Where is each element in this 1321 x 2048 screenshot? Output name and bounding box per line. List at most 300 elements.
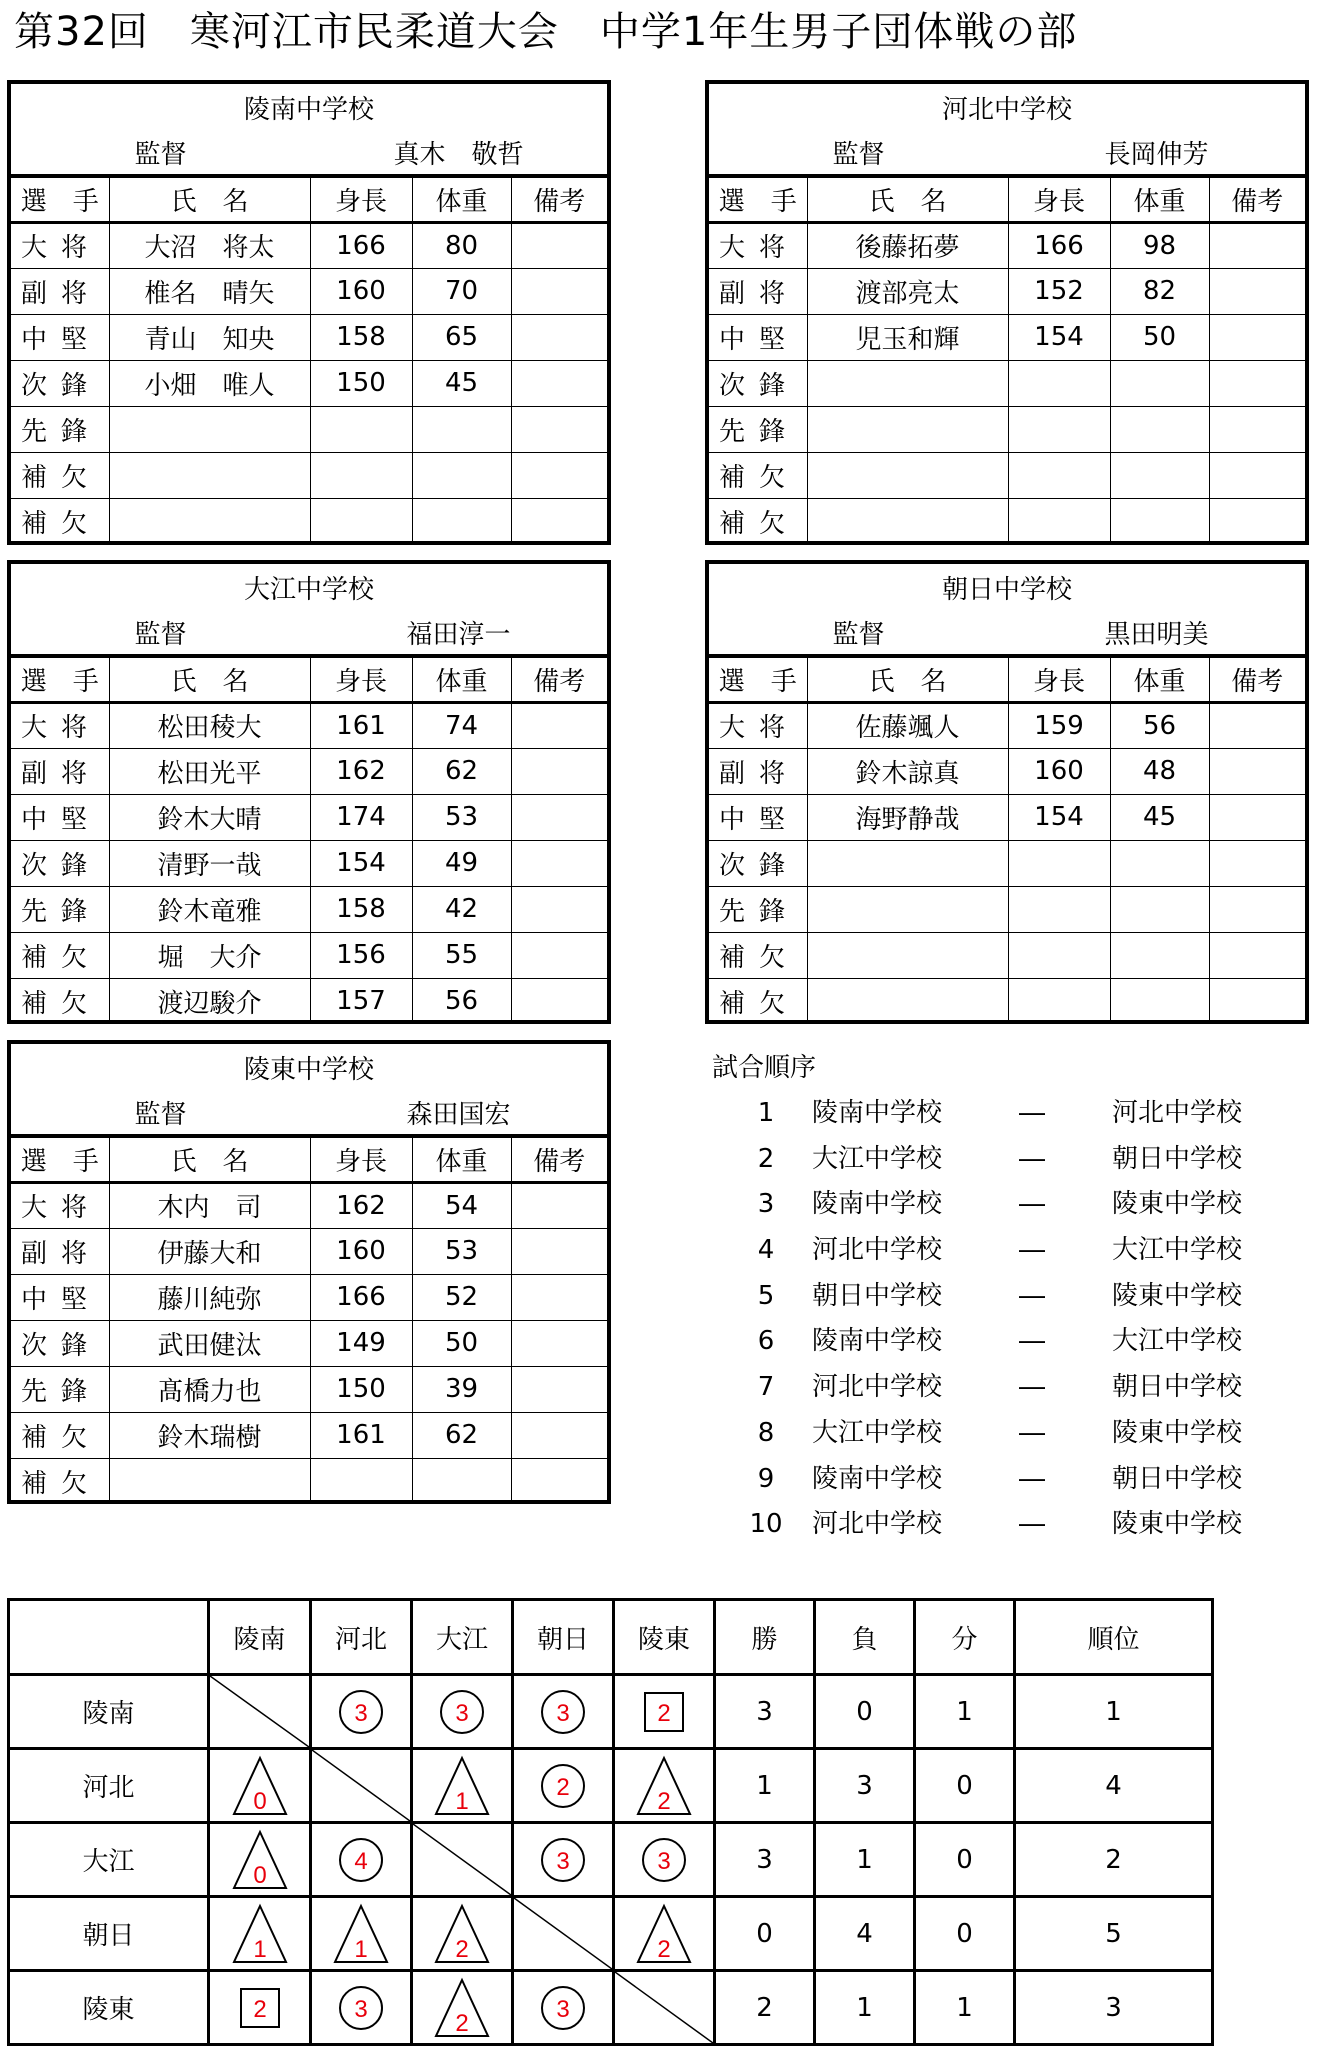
col-header-height: 身長 xyxy=(310,176,412,222)
away-team: 朝日中学校 xyxy=(1112,1372,1243,1403)
col-team-header: 朝日 xyxy=(513,1600,614,1675)
rank-value: 4 xyxy=(1015,1749,1213,1823)
player-height xyxy=(1008,932,1110,978)
away-team: 朝日中学校 xyxy=(1112,1463,1243,1494)
score-value: 1 xyxy=(455,1787,469,1815)
player-name: 伊藤大和 xyxy=(109,1228,310,1274)
dash: ― xyxy=(1019,1509,1045,1540)
table-row xyxy=(709,360,1305,406)
schedule-row xyxy=(712,1137,1272,1183)
player-position: 補欠 xyxy=(709,978,807,1024)
circle-mark-icon xyxy=(329,1976,393,2040)
school-name: 大江中学校 xyxy=(244,574,375,605)
col-header-notes: 備考 xyxy=(1209,176,1305,222)
player-weight: 45 xyxy=(1110,794,1209,840)
score-value: 2 xyxy=(657,1699,671,1727)
result-cell xyxy=(412,1971,513,2045)
player-position: 補欠 xyxy=(11,978,109,1024)
away-team: 朝日中学校 xyxy=(1112,1143,1243,1174)
score-value: 3 xyxy=(556,1847,570,1875)
result-mark xyxy=(329,1902,393,1966)
wins-value: 2 xyxy=(715,1971,815,2045)
player-name: 椎名 晴矢 xyxy=(109,268,310,314)
schedule-row xyxy=(712,1365,1272,1411)
player-name: 松田光平 xyxy=(109,748,310,794)
player-notes xyxy=(1209,932,1305,978)
result-mark xyxy=(531,1680,595,1744)
away-team: 大江中学校 xyxy=(1112,1235,1243,1266)
triangle-mark-icon xyxy=(430,1902,494,1966)
player-notes xyxy=(1209,702,1305,748)
col-header-position: 選 手 xyxy=(11,1136,109,1182)
player-height: 150 xyxy=(310,360,412,406)
circle-mark-icon xyxy=(531,1828,595,1892)
result-mark xyxy=(531,1828,595,1892)
player-notes xyxy=(511,1274,607,1320)
away-team: 陵東中学校 xyxy=(1112,1280,1243,1311)
losses-value: 0 xyxy=(815,1675,915,1749)
score-value: 4 xyxy=(354,1847,368,1875)
coach-label: 監督 xyxy=(709,610,1008,656)
circle-mark-icon xyxy=(329,1828,393,1892)
school-name: 朝日中学校 xyxy=(942,574,1073,605)
home-team: 陵南中学校 xyxy=(812,1326,943,1357)
player-position: 補欠 xyxy=(11,1458,109,1504)
table-row xyxy=(709,886,1305,932)
player-position: 補欠 xyxy=(709,932,807,978)
schedule-row xyxy=(712,1411,1272,1457)
player-position: 先鋒 xyxy=(709,406,807,452)
losses-value: 1 xyxy=(815,1971,915,2045)
player-notes xyxy=(1209,748,1305,794)
self-match-cell xyxy=(513,1897,614,1971)
diagonal-line xyxy=(312,1750,410,1821)
triangle-mark-icon xyxy=(228,1828,292,1892)
losses-value: 4 xyxy=(815,1897,915,1971)
player-weight: 98 xyxy=(1110,222,1209,268)
coach-name: 長岡伸芳 xyxy=(1008,130,1305,176)
player-weight: 82 xyxy=(1110,268,1209,314)
coach-label: 監督 xyxy=(11,1090,310,1136)
player-name xyxy=(807,840,1008,886)
away-team: 大江中学校 xyxy=(1112,1326,1243,1357)
player-notes xyxy=(511,748,607,794)
table-row xyxy=(11,406,607,452)
schedule-row xyxy=(712,1319,1272,1365)
player-height xyxy=(1008,498,1110,544)
player-position: 中堅 xyxy=(11,314,109,360)
player-height xyxy=(310,1458,412,1504)
result-mark xyxy=(228,1754,292,1818)
diagonal-line xyxy=(210,1676,309,1747)
result-cell xyxy=(513,1675,614,1749)
col-header-weight: 体重 xyxy=(1110,656,1209,702)
player-height: 150 xyxy=(310,1366,412,1412)
result-cell xyxy=(614,1749,715,1823)
table-row xyxy=(709,452,1305,498)
player-notes xyxy=(511,1412,607,1458)
score-value: 3 xyxy=(455,1699,469,1727)
table-row xyxy=(11,452,607,498)
coach-name: 森田国宏 xyxy=(310,1090,607,1136)
square-mark-icon xyxy=(632,1680,696,1744)
table-row xyxy=(709,268,1305,314)
player-notes xyxy=(511,1182,607,1228)
player-height: 160 xyxy=(310,268,412,314)
table-row xyxy=(11,1458,607,1504)
table-row xyxy=(11,932,607,978)
col-header-notes: 備考 xyxy=(511,1136,607,1182)
score-value: 3 xyxy=(556,1995,570,2023)
triangle-mark-icon xyxy=(632,1754,696,1818)
coach-label: 監督 xyxy=(11,130,310,176)
col-team-header: 陵東 xyxy=(614,1600,715,1675)
wins-value: 3 xyxy=(715,1823,815,1897)
triangle-mark-icon xyxy=(632,1902,696,1966)
away-team: 陵東中学校 xyxy=(1112,1417,1243,1448)
table-row xyxy=(9,1897,1213,1971)
player-position: 大将 xyxy=(709,702,807,748)
player-weight: 52 xyxy=(412,1274,511,1320)
wins-value: 0 xyxy=(715,1897,815,1971)
col-header-rank: 順位 xyxy=(1015,1600,1213,1675)
triangle-mark-icon xyxy=(430,1754,494,1818)
player-weight: 62 xyxy=(412,1412,511,1458)
corner-cell xyxy=(9,1600,209,1675)
result-mark xyxy=(430,1976,494,2040)
result-mark xyxy=(632,1680,696,1744)
player-notes xyxy=(1209,314,1305,360)
col-header-height: 身長 xyxy=(1008,656,1110,702)
dash: ― xyxy=(1019,1143,1045,1174)
result-cell xyxy=(311,1971,412,2045)
player-position: 先鋒 xyxy=(709,886,807,932)
score-value: 0 xyxy=(252,1787,267,1815)
player-name: 青山 知央 xyxy=(109,314,310,360)
triangle-mark-icon xyxy=(329,1902,393,1966)
home-team: 陵南中学校 xyxy=(812,1189,943,1220)
col-header-position: 選 手 xyxy=(709,176,807,222)
diagonal-line xyxy=(615,1972,713,2043)
col-header-weight: 体重 xyxy=(412,656,511,702)
player-position: 補欠 xyxy=(11,498,109,544)
player-weight: 53 xyxy=(412,1228,511,1274)
schedule-row xyxy=(712,1091,1272,1137)
player-weight: 48 xyxy=(1110,748,1209,794)
rank-value: 1 xyxy=(1015,1675,1213,1749)
table-row xyxy=(9,1749,1213,1823)
player-height xyxy=(1008,978,1110,1024)
player-position: 大将 xyxy=(11,222,109,268)
player-notes xyxy=(1209,360,1305,406)
player-name: 佐藤颯人 xyxy=(807,702,1008,748)
schedule-row xyxy=(712,1274,1272,1320)
player-notes xyxy=(511,932,607,978)
square-mark-icon xyxy=(228,1976,292,2040)
player-name xyxy=(807,452,1008,498)
player-position: 大将 xyxy=(11,1182,109,1228)
player-weight: 50 xyxy=(412,1320,511,1366)
table-row xyxy=(11,360,607,406)
match-number: 8 xyxy=(757,1417,775,1448)
player-notes xyxy=(511,314,607,360)
match-number: 1 xyxy=(757,1098,775,1128)
player-notes xyxy=(511,268,607,314)
result-mark xyxy=(228,1828,292,1892)
self-match-cell xyxy=(311,1749,412,1823)
player-weight xyxy=(412,406,511,452)
player-weight: 65 xyxy=(412,314,511,360)
table-row xyxy=(709,702,1305,748)
losses-value: 1 xyxy=(815,1823,915,1897)
match-number: 10 xyxy=(749,1509,783,1540)
table-row xyxy=(9,1823,1213,1897)
player-name: 児玉和輝 xyxy=(807,314,1008,360)
player-notes xyxy=(511,1366,607,1412)
result-cell xyxy=(209,1897,311,1971)
player-weight xyxy=(1110,452,1209,498)
player-weight xyxy=(1110,886,1209,932)
player-position: 補欠 xyxy=(709,498,807,544)
player-weight: 70 xyxy=(412,268,511,314)
col-header-height: 身長 xyxy=(310,1136,412,1182)
player-name xyxy=(109,1458,310,1504)
home-team: 朝日中学校 xyxy=(812,1280,943,1311)
player-name: 木内 司 xyxy=(109,1182,310,1228)
match-number: 4 xyxy=(757,1235,775,1266)
player-name: 清野一哉 xyxy=(109,840,310,886)
table-row xyxy=(11,498,607,544)
diagonal-line xyxy=(514,1898,612,1969)
result-mark xyxy=(632,1902,696,1966)
dash: ― xyxy=(1019,1463,1045,1494)
col-header-wins: 勝 xyxy=(715,1600,815,1675)
player-notes xyxy=(511,978,607,1024)
schedule-row xyxy=(712,1457,1272,1503)
player-height: 157 xyxy=(310,978,412,1024)
player-notes xyxy=(1209,406,1305,452)
player-name xyxy=(807,360,1008,406)
player-height: 154 xyxy=(1008,794,1110,840)
col-team-header: 河北 xyxy=(311,1600,412,1675)
table-row xyxy=(11,886,607,932)
home-team: 河北中学校 xyxy=(812,1509,943,1540)
player-notes xyxy=(511,886,607,932)
player-position: 先鋒 xyxy=(11,406,109,452)
circle-mark-icon xyxy=(531,1680,595,1744)
table-row xyxy=(709,932,1305,978)
score-value: 1 xyxy=(354,1935,368,1963)
losses-value: 3 xyxy=(815,1749,915,1823)
player-weight: 49 xyxy=(412,840,511,886)
row-team-header: 陵南 xyxy=(9,1675,209,1749)
table-row xyxy=(709,222,1305,268)
score-value: 2 xyxy=(657,1935,671,1963)
result-mark xyxy=(632,1828,696,1892)
player-position: 大将 xyxy=(11,702,109,748)
player-notes xyxy=(1209,840,1305,886)
result-mark xyxy=(228,1902,292,1966)
player-name: 松田稜大 xyxy=(109,702,310,748)
match-number: 6 xyxy=(757,1326,775,1357)
table-row xyxy=(11,1366,607,1412)
player-position: 次鋒 xyxy=(11,360,109,406)
player-name: 武田健汰 xyxy=(109,1320,310,1366)
row-team-header: 朝日 xyxy=(9,1897,209,1971)
result-cell xyxy=(513,1971,614,2045)
score-value: 3 xyxy=(556,1699,570,1727)
result-cell xyxy=(209,1971,311,2045)
result-mark xyxy=(430,1902,494,1966)
col-header-position: 選 手 xyxy=(11,176,109,222)
player-height xyxy=(1008,360,1110,406)
row-team-header: 河北 xyxy=(9,1749,209,1823)
coach-name: 黒田明美 xyxy=(1008,610,1305,656)
result-mark xyxy=(531,1976,595,2040)
result-mark xyxy=(329,1976,393,2040)
table-row xyxy=(11,702,607,748)
triangle-mark-icon xyxy=(430,1976,494,2040)
player-name: 鈴木竜雅 xyxy=(109,886,310,932)
player-notes xyxy=(1209,498,1305,544)
circle-mark-icon xyxy=(531,1754,595,1818)
player-name xyxy=(807,932,1008,978)
player-height: 166 xyxy=(310,1274,412,1320)
player-position: 副将 xyxy=(709,268,807,314)
player-weight xyxy=(1110,498,1209,544)
player-notes xyxy=(511,222,607,268)
player-height xyxy=(1008,452,1110,498)
away-team: 陵東中学校 xyxy=(1112,1189,1243,1220)
match-number: 7 xyxy=(757,1372,775,1403)
player-position: 次鋒 xyxy=(11,1320,109,1366)
rank-value: 5 xyxy=(1015,1897,1213,1971)
player-notes xyxy=(511,794,607,840)
table-row xyxy=(11,978,607,1024)
page-title: 第32回 寒河江市民柔道大会 中学1年生男子団体戦の部 xyxy=(14,9,1078,55)
result-mark xyxy=(329,1680,393,1744)
score-value: 2 xyxy=(252,1995,267,2023)
table-row xyxy=(11,748,607,794)
player-weight xyxy=(1110,932,1209,978)
col-header-weight: 体重 xyxy=(412,1136,511,1182)
player-height: 161 xyxy=(310,702,412,748)
rank-value: 3 xyxy=(1015,1971,1213,2045)
col-header-notes: 備考 xyxy=(1209,656,1305,702)
triangle-mark-icon xyxy=(228,1754,292,1818)
table-row xyxy=(11,1320,607,1366)
circle-mark-icon xyxy=(632,1828,696,1892)
result-mark xyxy=(430,1680,494,1744)
player-weight xyxy=(1110,840,1209,886)
table-row xyxy=(11,1274,607,1320)
result-mark xyxy=(430,1754,494,1818)
home-team: 河北中学校 xyxy=(812,1235,943,1266)
player-height: 149 xyxy=(310,1320,412,1366)
player-notes xyxy=(511,702,607,748)
player-weight xyxy=(1110,978,1209,1024)
circle-mark-icon xyxy=(329,1680,393,1744)
player-height: 162 xyxy=(310,1182,412,1228)
player-name: 鈴木諒真 xyxy=(807,748,1008,794)
player-weight: 55 xyxy=(412,932,511,978)
home-team: 陵南中学校 xyxy=(812,1463,943,1494)
coach-name: 真木 敬哲 xyxy=(310,130,607,176)
result-cell xyxy=(513,1749,614,1823)
player-position: 中堅 xyxy=(11,1274,109,1320)
dash: ― xyxy=(1019,1326,1045,1357)
player-weight: 62 xyxy=(412,748,511,794)
player-notes xyxy=(511,406,607,452)
player-position: 補欠 xyxy=(11,932,109,978)
result-cell xyxy=(209,1749,311,1823)
col-header-name: 氏 名 xyxy=(109,1136,310,1182)
player-height xyxy=(310,406,412,452)
home-team: 大江中学校 xyxy=(812,1143,943,1174)
player-notes xyxy=(511,452,607,498)
player-weight: 56 xyxy=(412,978,511,1024)
player-weight xyxy=(412,498,511,544)
player-name xyxy=(807,978,1008,1024)
table-row xyxy=(11,1182,607,1228)
score-value: 2 xyxy=(556,1773,570,1801)
player-notes xyxy=(1209,452,1305,498)
player-weight xyxy=(412,1458,511,1504)
score-value: 2 xyxy=(455,2009,469,2037)
player-position: 副将 xyxy=(709,748,807,794)
col-header-weight: 体重 xyxy=(1110,176,1209,222)
row-team-header: 大江 xyxy=(9,1823,209,1897)
table-row xyxy=(11,794,607,840)
player-name: 海野静哉 xyxy=(807,794,1008,840)
player-height: 159 xyxy=(1008,702,1110,748)
result-mark xyxy=(228,1976,292,2040)
results-grid xyxy=(7,1598,1214,2046)
dash: ― xyxy=(1019,1098,1045,1128)
player-notes xyxy=(511,360,607,406)
wins-value: 3 xyxy=(715,1675,815,1749)
player-weight: 45 xyxy=(412,360,511,406)
self-match-cell xyxy=(412,1823,513,1897)
table-row xyxy=(709,748,1305,794)
player-notes xyxy=(511,498,607,544)
player-notes xyxy=(511,1228,607,1274)
school-name: 陵南中学校 xyxy=(244,94,375,125)
result-mark xyxy=(329,1828,393,1892)
player-height: 162 xyxy=(310,748,412,794)
player-name xyxy=(109,406,310,452)
player-weight: 50 xyxy=(1110,314,1209,360)
player-height xyxy=(1008,406,1110,452)
draws-value: 0 xyxy=(915,1749,1015,1823)
player-notes xyxy=(1209,222,1305,268)
home-team: 陵南中学校 xyxy=(812,1098,943,1128)
circle-mark-icon xyxy=(430,1680,494,1744)
col-header-height: 身長 xyxy=(310,656,412,702)
match-number: 5 xyxy=(757,1280,775,1311)
result-mark xyxy=(632,1754,696,1818)
match-number: 9 xyxy=(757,1463,775,1494)
dash: ― xyxy=(1019,1189,1045,1220)
player-notes xyxy=(1209,886,1305,932)
schedule-title: 試合順序 xyxy=(712,1053,817,1083)
dash: ― xyxy=(1019,1280,1045,1311)
player-weight: 56 xyxy=(1110,702,1209,748)
score-value: 0 xyxy=(252,1861,267,1889)
rank-value: 2 xyxy=(1015,1823,1213,1897)
player-weight: 74 xyxy=(412,702,511,748)
player-height: 154 xyxy=(1008,314,1110,360)
